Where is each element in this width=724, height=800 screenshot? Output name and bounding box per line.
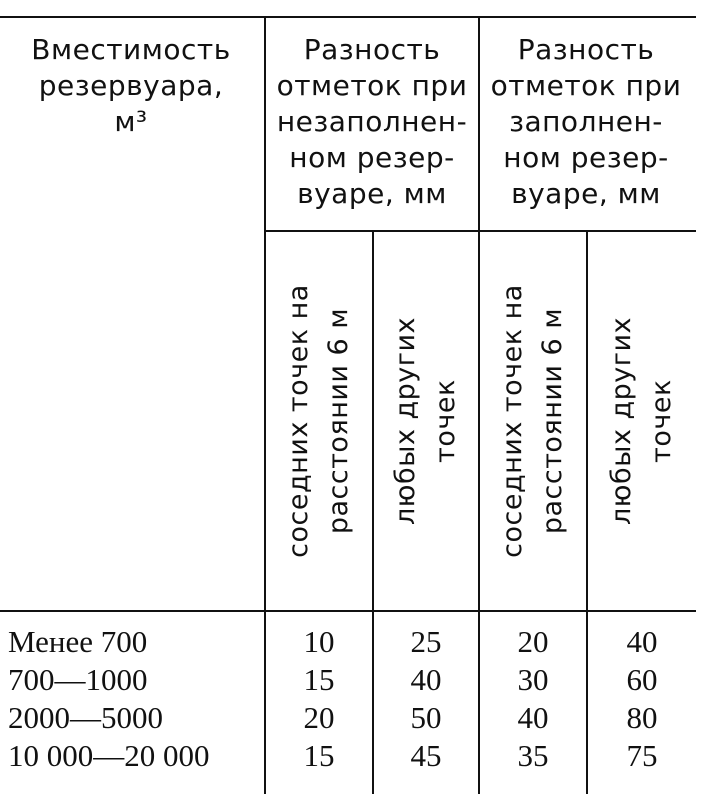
row-2-capacity: 700—1000 [8, 662, 148, 697]
row-2-unfilled-adjacent: 15 [303, 662, 335, 697]
subheader-text: соседних точек на расстоянии 6 м [283, 284, 354, 558]
row-2-filled-adjacent: 30 [517, 662, 549, 697]
row-1-capacity: Менее 700 [8, 624, 148, 659]
subheader-filled-adjacent [480, 232, 586, 610]
header-filled-tank: Разность отметок при заполнен- ном резер- вуаре, мм [490, 33, 682, 210]
row-1-unfilled-any: 25 [410, 624, 442, 659]
row-4-filled-any: 75 [626, 738, 658, 773]
row-2-filled-any: 60 [626, 662, 658, 697]
subheader-unfilled-any [374, 232, 478, 610]
subheader-filled-any [588, 232, 696, 610]
row-2-unfilled-any: 40 [410, 662, 442, 697]
row-1-unfilled-adjacent: 10 [303, 624, 335, 659]
row-3-filled-any: 80 [626, 700, 658, 735]
header-bottom-rule [0, 610, 696, 612]
row-3-filled-adjacent: 40 [517, 700, 549, 735]
row-4-unfilled-any: 45 [410, 738, 442, 773]
top-rule [0, 16, 696, 18]
row-3-unfilled-any: 50 [410, 700, 442, 735]
subheader-unfilled-adjacent [266, 232, 372, 610]
row-3-unfilled-adjacent: 20 [303, 700, 335, 735]
subheader-text: соседних точек на расстоянии 6 м [497, 284, 568, 558]
subheader-text: любых других точек [390, 317, 461, 526]
row-1-filled-any: 40 [626, 624, 658, 659]
header-unfilled-tank: Разность отметок при незаполнен- ном резер- вуаре, мм [276, 33, 468, 210]
subheader-text: любых других точек [606, 317, 677, 526]
row-4-unfilled-adjacent: 15 [303, 738, 335, 773]
row-4-capacity: 10 000—20 000 [8, 738, 210, 773]
row-4-filled-adjacent: 35 [517, 738, 549, 773]
row-3-capacity: 2000—5000 [8, 700, 163, 735]
header-capacity: Вместимость резервуара, м³ [31, 33, 231, 138]
row-1-filled-adjacent: 20 [517, 624, 549, 659]
